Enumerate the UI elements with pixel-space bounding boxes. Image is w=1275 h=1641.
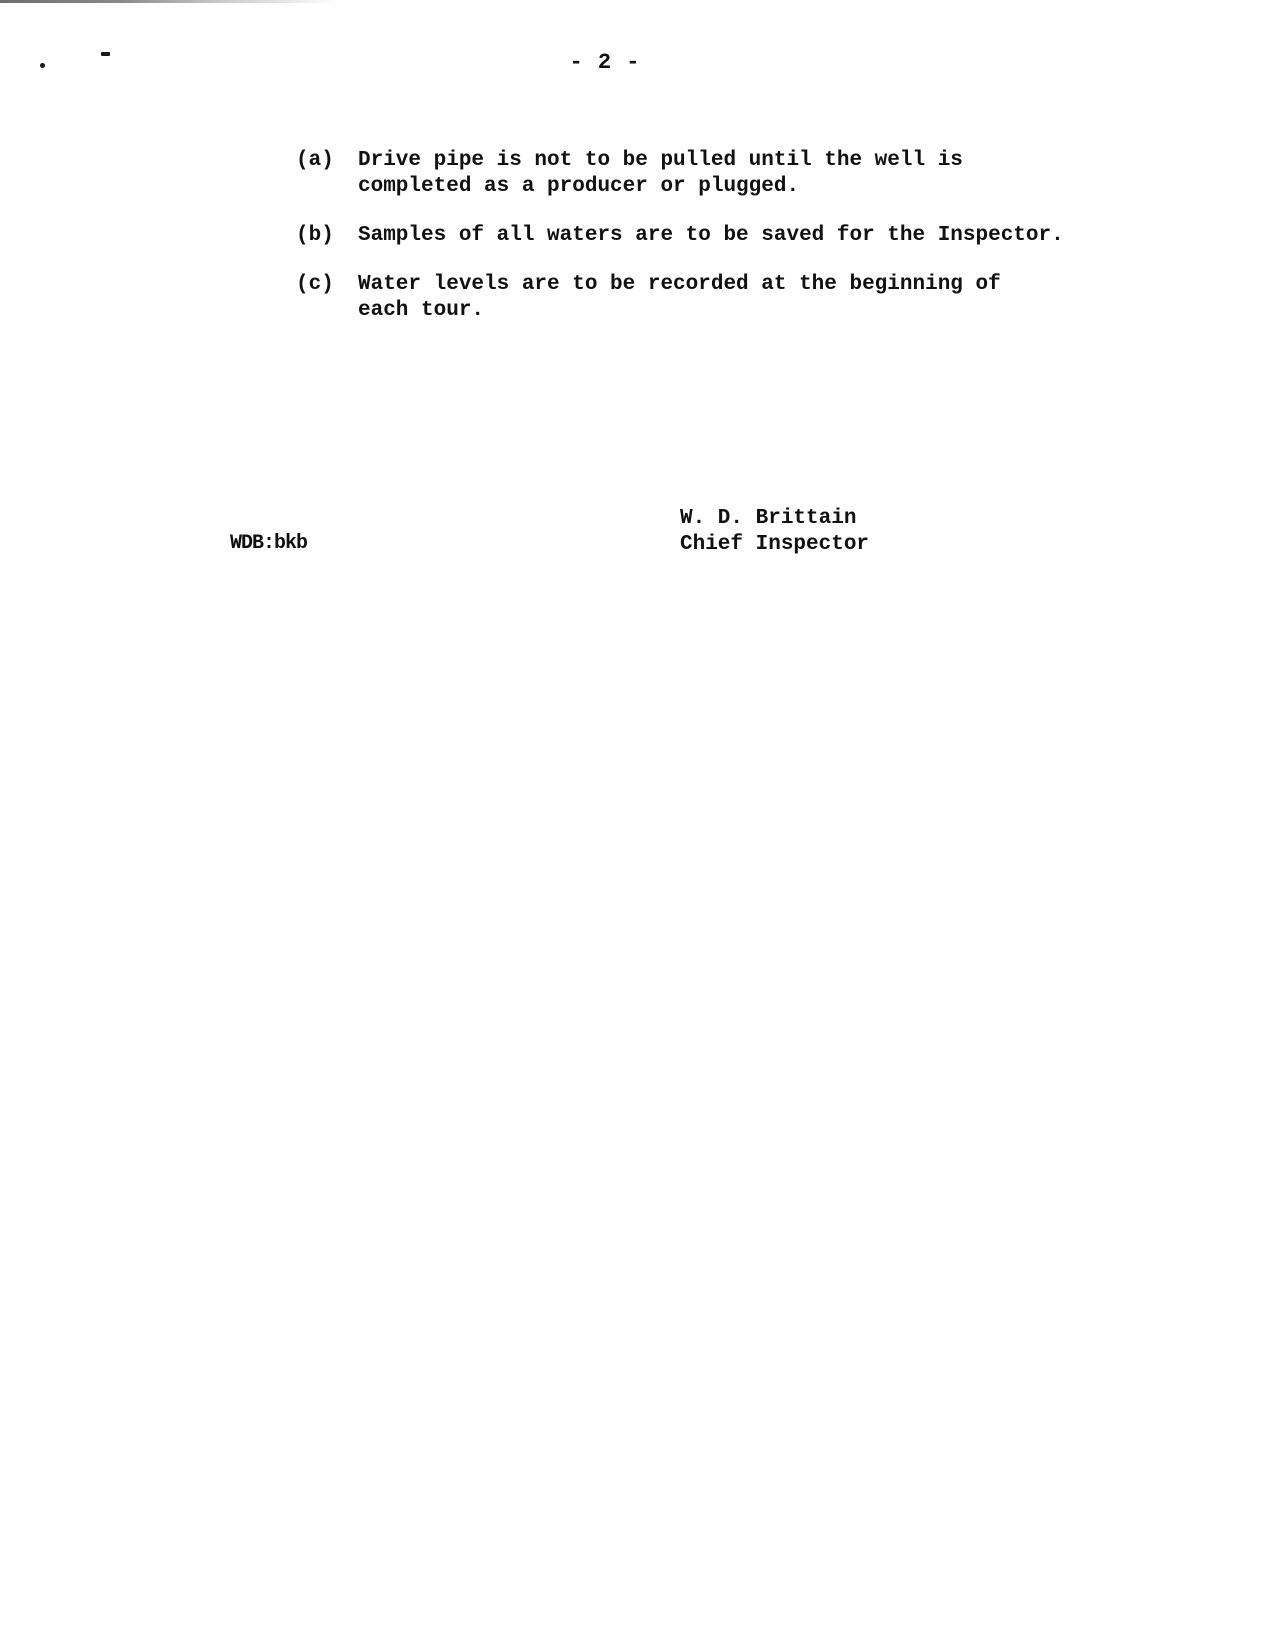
list-item-text: Drive pipe is not to be pulled until the well is completed as a producer or plugged. — [358, 149, 963, 198]
signature-block — [680, 506, 869, 558]
reference-initials: WDB:bkb — [230, 532, 308, 555]
signatory-name: W. D. Brittain — [680, 507, 857, 530]
scan-edge-artifact — [0, 0, 620, 3]
page-number: - 2 - — [569, 50, 641, 75]
list-item-text: Water levels are to be recorded at the beginning of each tour. — [358, 273, 1001, 322]
scan-speck — [40, 63, 45, 68]
list-item-marker: (b) — [296, 224, 334, 247]
list-item-text: Samples of all waters are to be saved for the Inspector. — [358, 224, 1064, 247]
list-item — [296, 272, 1076, 324]
list-item — [296, 148, 1076, 200]
list-item — [296, 223, 1076, 249]
scan-speck — [101, 52, 110, 56]
instruction-list — [296, 148, 1076, 347]
list-item-marker: (c) — [296, 273, 334, 296]
list-item-marker: (a) — [296, 149, 334, 172]
signatory-title: Chief Inspector — [680, 533, 870, 556]
